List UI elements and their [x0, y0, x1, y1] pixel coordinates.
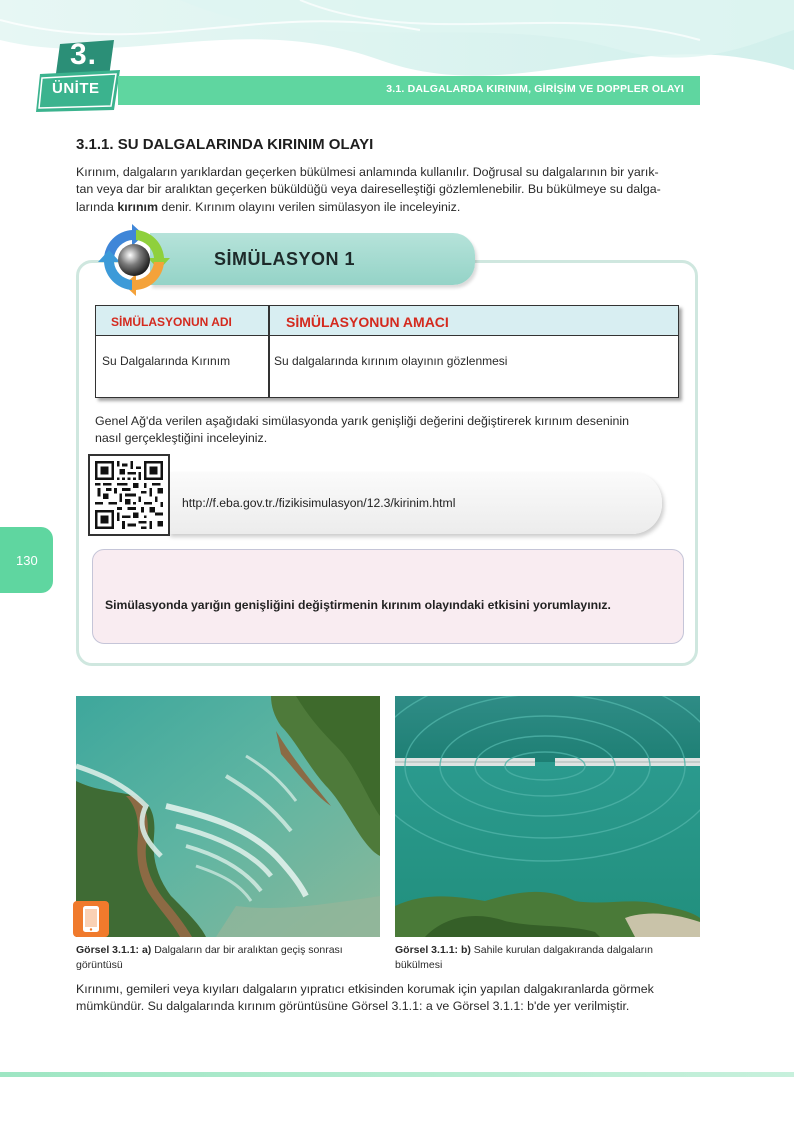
- photo-breakwater: [395, 696, 700, 937]
- tablet-icon: [73, 901, 109, 937]
- simulation-info-table: [95, 305, 679, 398]
- instruction-line-1: Genel Ağ'da verilen aşağıdaki simülasyonda yarık genişliği değerini değiştirerek kırınım deseninin: [95, 414, 630, 428]
- task-box: [92, 549, 684, 644]
- intro-paragraph: [76, 164, 700, 216]
- qr-code-icon[interactable]: [88, 454, 170, 536]
- header-simulation-name: SİMÜLASYONUN ADI: [111, 315, 232, 329]
- intro-line-2: tan veya dar bir aralıktan geçerken büküldüğü veya daireselleştiği gözlemlenebilir. Bu bükülmeye su dalga-: [76, 182, 661, 197]
- unit-label: ÜNİTE: [52, 80, 100, 97]
- table-column-divider: [268, 306, 270, 397]
- table-header-row: [96, 306, 678, 336]
- instruction-line-2: nasıl gerçekleştiğini inceleyiniz.: [95, 431, 268, 446]
- header-simulation-purpose: SİMÜLASYONUN AMACI: [286, 314, 449, 330]
- figure-caption-a: [76, 943, 381, 973]
- cycle-arrows-icon: [96, 224, 172, 296]
- closing-line-1: Kırınımı, gemileri veya kıyıları dalgaların yıpratıcı etkisinden korumak için yapılan dalgakıranlarda görmek: [76, 982, 654, 996]
- closing-paragraph: [76, 981, 700, 1016]
- closing-line-2: mümkündür. Su dalgalarında kırınım görüntüsüne Görsel 3.1.1: a ve Görsel 3.1.1: b'de yer verilmiştir.: [76, 999, 630, 1014]
- cell-simulation-name: Su Dalgalarında Kırınım: [102, 354, 231, 368]
- caption-a-label: Görsel 3.1.1: a): [76, 944, 152, 956]
- caption-b-text: Sahile kurulan dalgakıranda dalgaların bükülmesi: [395, 944, 653, 971]
- term-kirinim: kırınım: [117, 199, 158, 214]
- chapter-title: 3.1. DALGALARDA KIRINIM, GİRİŞİM VE DOPPLER OLAYI: [386, 83, 684, 95]
- simulation-title: SİMÜLASYON 1: [214, 249, 356, 269]
- intro-line-3: larında kırınım denir. Kırınım olayını verilen simülasyon ile inceleyiniz.: [76, 199, 461, 214]
- page-number-tab: [0, 527, 53, 593]
- footer-line: [0, 1072, 794, 1077]
- cell-simulation-purpose: Su dalgalarında kırınım olayının gözlenmesi: [274, 354, 508, 368]
- chapter-header-bar: [118, 76, 700, 105]
- task-text: Simülasyonda yarığın genişliğini değiştirmenin kırınım olayındaki etkisini yorumlayınız.: [105, 598, 611, 612]
- page-number: 130: [16, 553, 38, 568]
- section-title: 3.1.1. SU DALGALARINDA KIRINIM OLAYI: [76, 136, 374, 153]
- simulation-tab: [150, 233, 475, 285]
- simulation-link[interactable]: http://f.eba.gov.tr./fizikisimulasyon/12.3/kirinim.html: [182, 496, 456, 510]
- caption-b-label: Görsel 3.1.1: b): [395, 944, 471, 956]
- caption-a-text: Dalgaların dar bir aralıktan geçiş sonrası görüntüsü: [76, 944, 343, 971]
- figure-caption-b: [395, 943, 700, 973]
- simulation-instructions: [95, 413, 679, 448]
- unit-number: 3.: [70, 38, 98, 71]
- photo-waves-through-gap: [76, 696, 380, 937]
- simulation-link-box: [168, 472, 662, 534]
- intro-line-1: Kırınım, dalgaların yarıklardan geçerken bükülmesi anlamında kullanılır. Doğrusal su dalgalarının bir yarık-: [76, 165, 659, 179]
